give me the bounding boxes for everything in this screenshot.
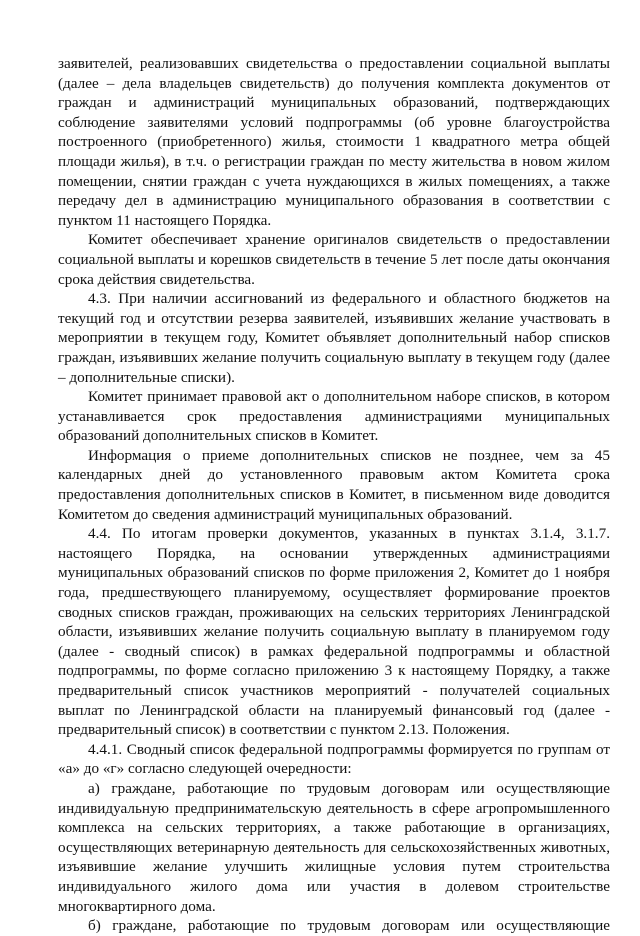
paragraph-7: 4.4.1. Сводный список федеральной подпрограммы формируется по группам от «а» до «г» согласно следующей очередности: — [58, 740, 610, 778]
paragraph-5: Информация о приеме дополнительных списков не позднее, чем за 45 календарных дней до установленного правовым актом Комитета срока предоставления дополнительных списков в Комитет, в письменном виде доводится Комитетом до сведения администраций муниципальных образований. — [58, 446, 610, 523]
paragraph-2: Комитет обеспечивает хранение оригиналов свидетельств о предоставлении социальной выплаты и корешков свидетельств в течение 5 лет после даты окончания срока действия свидетельства. — [58, 231, 610, 288]
paragraph-4: Комитет принимает правовой акт о дополнительном наборе списков, в котором устанавливается срок предоставления администрациями муниципальных образований дополнительных списков в Комитет. — [58, 388, 610, 445]
paragraph-6: 4.4. По итогам проверки документов, указанных в пунктах 3.1.4, 3.1.7. настоящего Порядка, на основании утвержденных администрациями муниципальных образований списков по форме приложения 2, Комитет до 1 ноября года, предшествующего планируемому, осуществляет формирование проектов сводных списков граждан, проживающих на сельских территориях Ленинградской области, изъявивших желание получить социальную выплату в планируемом году (далее - сводный список) в рамках федеральной подпрограммы и областной подпрограммы, по форме согласно приложению 3 к настоящему Порядку, а также предварительный список участников мероприятий - получателей социальных выплат по Ленинградской области на планируемый финансовый год (далее - предварительный список) в соответствии с пунктом 2.13. Положения. — [58, 525, 610, 739]
paragraph-8: а) граждане, работающие по трудовым договорам или осуществляющие индивидуальную предпринимательскую деятельность в сфере агропромышленного комплекса на сельских территориях, а также работающие в организациях, осуществляющих ветеринарную деятельность для сельскохозяйственных животных, изъявившие желание улучшить жилищные условия путем строительства индивидуального жилого дома или участия в долевом строительстве многоквартирного дома. — [58, 779, 610, 915]
paragraph-9: б) граждане, работающие по трудовым договорам или осуществляющие — [88, 917, 610, 935]
paragraph-3: 4.3. При наличии ассигнований из федерального и областного бюджетов на текущий год и отсутствии резерва заявителей, изъявивших желание участвовать в мероприятии в текущем году, Комитет объявляет дополнительный набор списков граждан, изъявивших желание получить социальную выплату в текущем году (далее – дополнительные списки). — [58, 290, 610, 386]
paragraph-1: заявителей, реализовавших свидетельства о предоставлении социальной выплаты (далее – дела владельцев свидетельств) до получения комплекта документов от граждан и администраций муниципальных образований, подтверждающих соблюдение заявителями условий подпрограммы (об уровне благоустройства построенного (приобретенного) жилья, стоимости 1 квадратного метра общей площади жилья), в т.ч. о регистрации граждан по месту жительства в новом жилом помещении, снятии граждан с учета нуждающихся в жилых помещениях, а также передачу дел в администрацию муниципального образования в соответствии с пунктом 11 настоящего Порядка. — [58, 55, 610, 229]
